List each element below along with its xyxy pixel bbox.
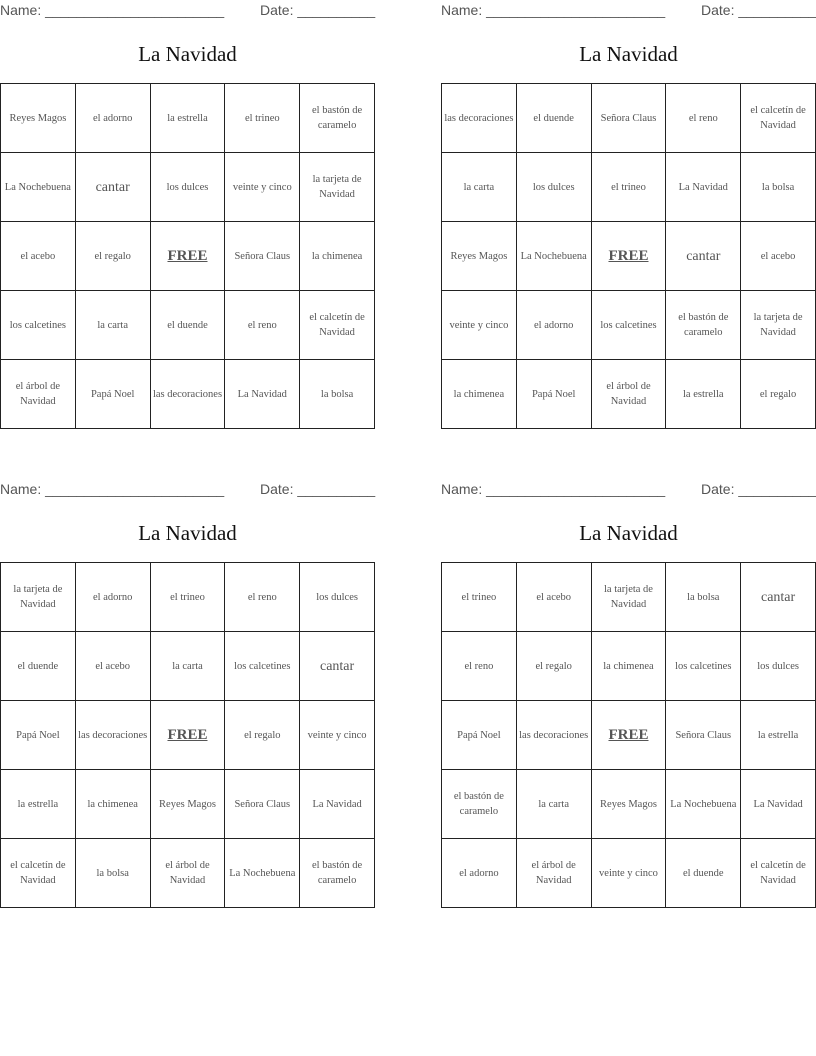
bingo-cell: Señora Claus bbox=[666, 701, 741, 770]
bingo-cell: la tarjeta de Navidad bbox=[591, 563, 666, 632]
bingo-cell: la bolsa bbox=[741, 153, 816, 222]
bingo-cell: el calcetín de Navidad bbox=[741, 839, 816, 908]
card-title: La Navidad bbox=[579, 521, 678, 545]
bingo-cell: el duende bbox=[1, 632, 76, 701]
card-header bbox=[441, 479, 816, 501]
bingo-cell: el acebo bbox=[75, 632, 150, 701]
grid-row bbox=[1, 701, 375, 770]
grid-row bbox=[442, 153, 816, 222]
bingo-cell: el trineo bbox=[150, 563, 225, 632]
bingo-cell: la chimenea bbox=[442, 360, 517, 429]
grid-row bbox=[442, 701, 816, 770]
card-title: La Navidad bbox=[579, 42, 678, 66]
grid-row bbox=[442, 84, 816, 153]
bingo-cell: la tarjeta de Navidad bbox=[1, 563, 76, 632]
name-field-label: Name: _______________________ bbox=[441, 481, 666, 497]
bingo-grid bbox=[441, 562, 816, 908]
grid-row bbox=[1, 291, 375, 360]
bingo-cell: la bolsa bbox=[75, 839, 150, 908]
bingo-cell: el bastón de caramelo bbox=[300, 84, 375, 153]
date-field-label: Date: __________ bbox=[701, 2, 816, 18]
name-field-label: Name: _______________________ bbox=[441, 2, 666, 18]
bingo-cell: el duende bbox=[666, 839, 741, 908]
bingo-cell: veinte y cinco bbox=[591, 839, 666, 908]
free-space-cell: FREE bbox=[591, 701, 666, 770]
bingo-cell: los calcetines bbox=[1, 291, 76, 360]
bingo-cell: el árbol de Navidad bbox=[1, 360, 76, 429]
bingo-cell: los dulces bbox=[741, 632, 816, 701]
grid-row bbox=[442, 770, 816, 839]
bingo-cell: Reyes Magos bbox=[150, 770, 225, 839]
bingo-cell: el duende bbox=[516, 84, 591, 153]
bingo-cell: el regalo bbox=[741, 360, 816, 429]
bingo-cell: la estrella bbox=[741, 701, 816, 770]
bingo-cell: el adorno bbox=[75, 563, 150, 632]
bingo-card-3 bbox=[0, 479, 376, 886]
bingo-cell: Señora Claus bbox=[225, 770, 300, 839]
bingo-cell: el reno bbox=[666, 84, 741, 153]
bingo-cell: la tarjeta de Navidad bbox=[741, 291, 816, 360]
card-header bbox=[0, 479, 375, 501]
bingo-cell: La Nochebuena bbox=[1, 153, 76, 222]
bingo-cell: las decoraciones bbox=[516, 701, 591, 770]
bingo-cell: Reyes Magos bbox=[442, 222, 517, 291]
bingo-cell: el adorno bbox=[516, 291, 591, 360]
grid-row bbox=[1, 563, 375, 632]
bingo-cell: la carta bbox=[516, 770, 591, 839]
grid-row bbox=[1, 839, 375, 908]
bingo-cell: La Navidad bbox=[300, 770, 375, 839]
bingo-cell: el acebo bbox=[1, 222, 76, 291]
grid-row bbox=[442, 839, 816, 908]
bingo-cell: La Nochebuena bbox=[516, 222, 591, 291]
date-field-label: Date: __________ bbox=[701, 481, 816, 497]
bingo-cell: el bastón de caramelo bbox=[666, 291, 741, 360]
bingo-cell: la carta bbox=[75, 291, 150, 360]
bingo-cell: el acebo bbox=[516, 563, 591, 632]
bingo-cell: el acebo bbox=[741, 222, 816, 291]
bingo-cell: las decoraciones bbox=[442, 84, 517, 153]
bingo-cell: la bolsa bbox=[666, 563, 741, 632]
bingo-cell: la chimenea bbox=[300, 222, 375, 291]
bingo-cell: veinte y cinco bbox=[442, 291, 517, 360]
bingo-cell: Reyes Magos bbox=[1, 84, 76, 153]
bingo-cell: el calcetín de Navidad bbox=[300, 291, 375, 360]
bingo-card-2 bbox=[441, 0, 816, 407]
grid-row bbox=[1, 222, 375, 291]
bingo-cell: el árbol de Navidad bbox=[150, 839, 225, 908]
bingo-cell: el reno bbox=[225, 291, 300, 360]
grid-row bbox=[1, 84, 375, 153]
bingo-cell: el regalo bbox=[516, 632, 591, 701]
bingo-cell: el calcetín de Navidad bbox=[741, 84, 816, 153]
bingo-cell: el árbol de Navidad bbox=[591, 360, 666, 429]
bingo-cell: los dulces bbox=[150, 153, 225, 222]
card-header bbox=[441, 0, 816, 22]
grid-row bbox=[442, 632, 816, 701]
bingo-cell: los calcetines bbox=[591, 291, 666, 360]
bingo-cell: el regalo bbox=[75, 222, 150, 291]
grid-row bbox=[1, 153, 375, 222]
bingo-cell: la chimenea bbox=[591, 632, 666, 701]
grid-row bbox=[1, 360, 375, 429]
bingo-cell: La Navidad bbox=[225, 360, 300, 429]
bingo-grid bbox=[441, 83, 816, 429]
bingo-cell: Señora Claus bbox=[225, 222, 300, 291]
bingo-card-1 bbox=[0, 0, 376, 407]
bingo-cell: La Navidad bbox=[666, 153, 741, 222]
bingo-cell: la estrella bbox=[666, 360, 741, 429]
free-space-cell: FREE bbox=[150, 222, 225, 291]
bingo-cell: el trineo bbox=[442, 563, 517, 632]
bingo-cell: el regalo bbox=[225, 701, 300, 770]
bingo-card-4 bbox=[441, 479, 816, 886]
bingo-grid bbox=[0, 83, 375, 429]
bingo-cell: La Nochebuena bbox=[225, 839, 300, 908]
free-space-cell: FREE bbox=[591, 222, 666, 291]
date-field-label: Date: __________ bbox=[260, 481, 376, 497]
bingo-cell: el calcetín de Navidad bbox=[1, 839, 76, 908]
bingo-cell: cantar bbox=[75, 153, 150, 222]
bingo-cell: el trineo bbox=[591, 153, 666, 222]
card-title: La Navidad bbox=[138, 521, 237, 545]
bingo-cell: Papá Noel bbox=[442, 701, 517, 770]
bingo-cell: cantar bbox=[666, 222, 741, 291]
date-field-label: Date: __________ bbox=[260, 2, 376, 18]
bingo-cell: el reno bbox=[442, 632, 517, 701]
bingo-cell: veinte y cinco bbox=[300, 701, 375, 770]
card-header bbox=[0, 0, 375, 22]
bingo-cell: la chimenea bbox=[75, 770, 150, 839]
bingo-cell: el bastón de caramelo bbox=[442, 770, 517, 839]
grid-row bbox=[442, 563, 816, 632]
grid-row bbox=[442, 222, 816, 291]
bingo-cell: el trineo bbox=[225, 84, 300, 153]
bingo-cell: las decoraciones bbox=[75, 701, 150, 770]
bingo-cell: los calcetines bbox=[225, 632, 300, 701]
bingo-cell: la bolsa bbox=[300, 360, 375, 429]
bingo-cell: la estrella bbox=[1, 770, 76, 839]
grid-row bbox=[1, 632, 375, 701]
grid-row bbox=[1, 770, 375, 839]
bingo-cell: el adorno bbox=[442, 839, 517, 908]
name-field-label: Name: _______________________ bbox=[0, 2, 225, 18]
bingo-cell: La Nochebuena bbox=[666, 770, 741, 839]
grid-row bbox=[442, 360, 816, 429]
bingo-cell: los calcetines bbox=[666, 632, 741, 701]
grid-row bbox=[442, 291, 816, 360]
bingo-cell: La Navidad bbox=[741, 770, 816, 839]
bingo-cell: la carta bbox=[442, 153, 517, 222]
bingo-cell: cantar bbox=[741, 563, 816, 632]
bingo-cell: los dulces bbox=[300, 563, 375, 632]
bingo-cell: cantar bbox=[300, 632, 375, 701]
bingo-cell: las decoraciones bbox=[150, 360, 225, 429]
name-field-label: Name: _______________________ bbox=[0, 481, 225, 497]
card-title: La Navidad bbox=[138, 42, 237, 66]
bingo-cell: los dulces bbox=[516, 153, 591, 222]
bingo-cell: Papá Noel bbox=[516, 360, 591, 429]
bingo-cell: el bastón de caramelo bbox=[300, 839, 375, 908]
bingo-cell: Señora Claus bbox=[591, 84, 666, 153]
bingo-grid bbox=[0, 562, 375, 908]
bingo-cell: la carta bbox=[150, 632, 225, 701]
bingo-cell: Reyes Magos bbox=[591, 770, 666, 839]
bingo-cell: el árbol de Navidad bbox=[516, 839, 591, 908]
bingo-cell: el adorno bbox=[75, 84, 150, 153]
bingo-cell: el reno bbox=[225, 563, 300, 632]
bingo-cell: el duende bbox=[150, 291, 225, 360]
bingo-cell: Papá Noel bbox=[75, 360, 150, 429]
bingo-cell: la estrella bbox=[150, 84, 225, 153]
bingo-cell: la tarjeta de Navidad bbox=[300, 153, 375, 222]
bingo-cell: veinte y cinco bbox=[225, 153, 300, 222]
bingo-cell: Papá Noel bbox=[1, 701, 76, 770]
free-space-cell: FREE bbox=[150, 701, 225, 770]
